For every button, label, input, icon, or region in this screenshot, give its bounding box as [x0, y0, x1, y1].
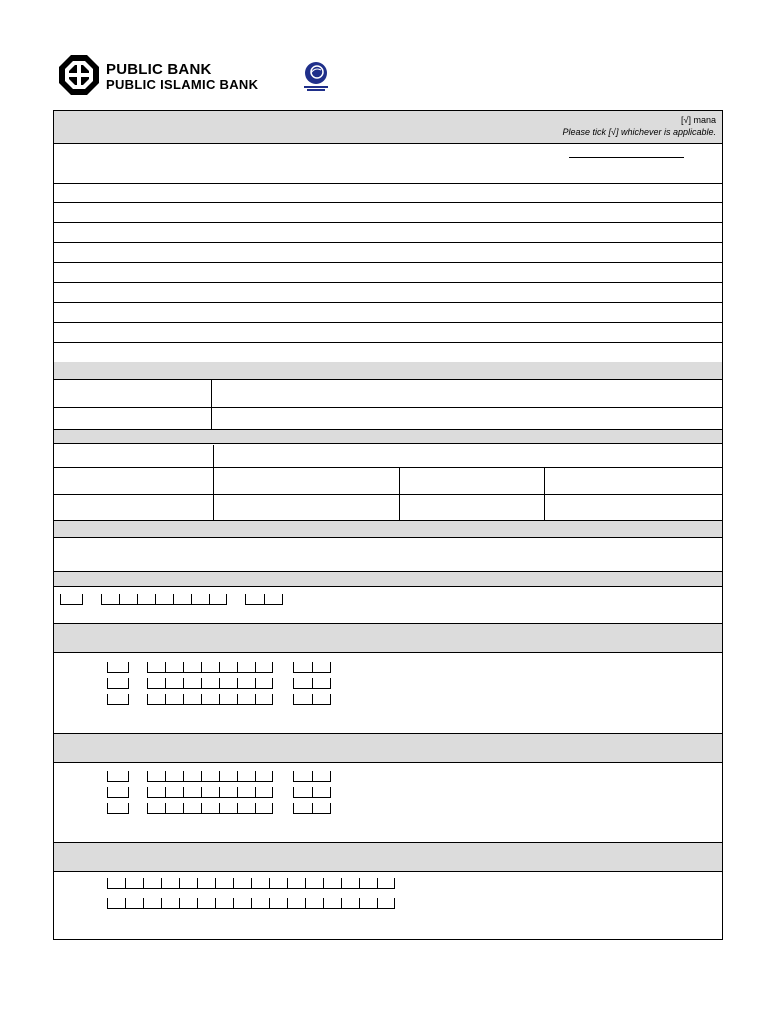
signature-line[interactable] — [569, 157, 684, 158]
application-form — [53, 110, 723, 940]
section-band — [54, 734, 722, 763]
account-row-5-suffix[interactable] — [293, 787, 331, 798]
form-row[interactable] — [54, 262, 722, 263]
account-row-3-suffix[interactable] — [293, 694, 331, 705]
form-row[interactable] — [54, 282, 722, 283]
branch-code-boxes[interactable] — [60, 594, 83, 605]
form-row[interactable] — [54, 322, 722, 323]
long-entry-row-1[interactable] — [107, 878, 395, 889]
check-digit-boxes[interactable] — [245, 594, 283, 605]
account-row-2-number[interactable] — [147, 678, 273, 689]
account-row-5-number[interactable] — [147, 787, 273, 798]
tick-instruction — [562, 114, 716, 138]
account-row-3-boxes[interactable] — [107, 694, 129, 705]
account-row-6-boxes[interactable] — [107, 803, 129, 814]
form-row[interactable] — [54, 183, 722, 184]
section-band — [54, 521, 722, 538]
section-band — [54, 430, 722, 444]
account-row-1-boxes[interactable] — [107, 662, 129, 673]
account-row-6-suffix[interactable] — [293, 803, 331, 814]
account-row-5-boxes[interactable] — [107, 787, 129, 798]
tick-instruction-english: Please tick [√] whichever is applicable. — [562, 127, 716, 137]
section-band — [54, 362, 722, 380]
form-row[interactable] — [54, 494, 722, 495]
long-entry-row-2[interactable] — [107, 898, 395, 909]
form-row[interactable] — [54, 467, 722, 468]
column-divider — [213, 445, 214, 521]
column-divider — [211, 380, 212, 429]
form-row[interactable] — [54, 342, 722, 343]
account-row-4-boxes[interactable] — [107, 771, 129, 782]
perbankan-islam-seal-icon — [300, 60, 332, 92]
form-row[interactable] — [54, 407, 722, 408]
account-row-4-number[interactable] — [147, 771, 273, 782]
bank-name: PUBLIC BANK — [106, 61, 212, 78]
account-row-3-number[interactable] — [147, 694, 273, 705]
account-row-1-suffix[interactable] — [293, 662, 331, 673]
section-band — [54, 843, 722, 872]
account-row-2-suffix[interactable] — [293, 678, 331, 689]
form-row[interactable] — [54, 222, 722, 223]
account-row-2-boxes[interactable] — [107, 678, 129, 689]
form-title-band — [54, 111, 722, 144]
islamic-bank-name: PUBLIC ISLAMIC BANK — [106, 77, 259, 92]
account-number-boxes[interactable] — [101, 594, 227, 605]
section-band — [54, 624, 722, 653]
form-row[interactable] — [54, 202, 722, 203]
bank-brand — [106, 62, 258, 92]
account-row-1-number[interactable] — [147, 662, 273, 673]
tick-instruction-malay: [√] mana — [681, 115, 716, 125]
public-bank-logo-icon — [59, 55, 99, 95]
account-row-4-suffix[interactable] — [293, 771, 331, 782]
form-row[interactable] — [54, 242, 722, 243]
form-row[interactable] — [54, 302, 722, 303]
account-row-6-number[interactable] — [147, 803, 273, 814]
section-band — [54, 572, 722, 587]
